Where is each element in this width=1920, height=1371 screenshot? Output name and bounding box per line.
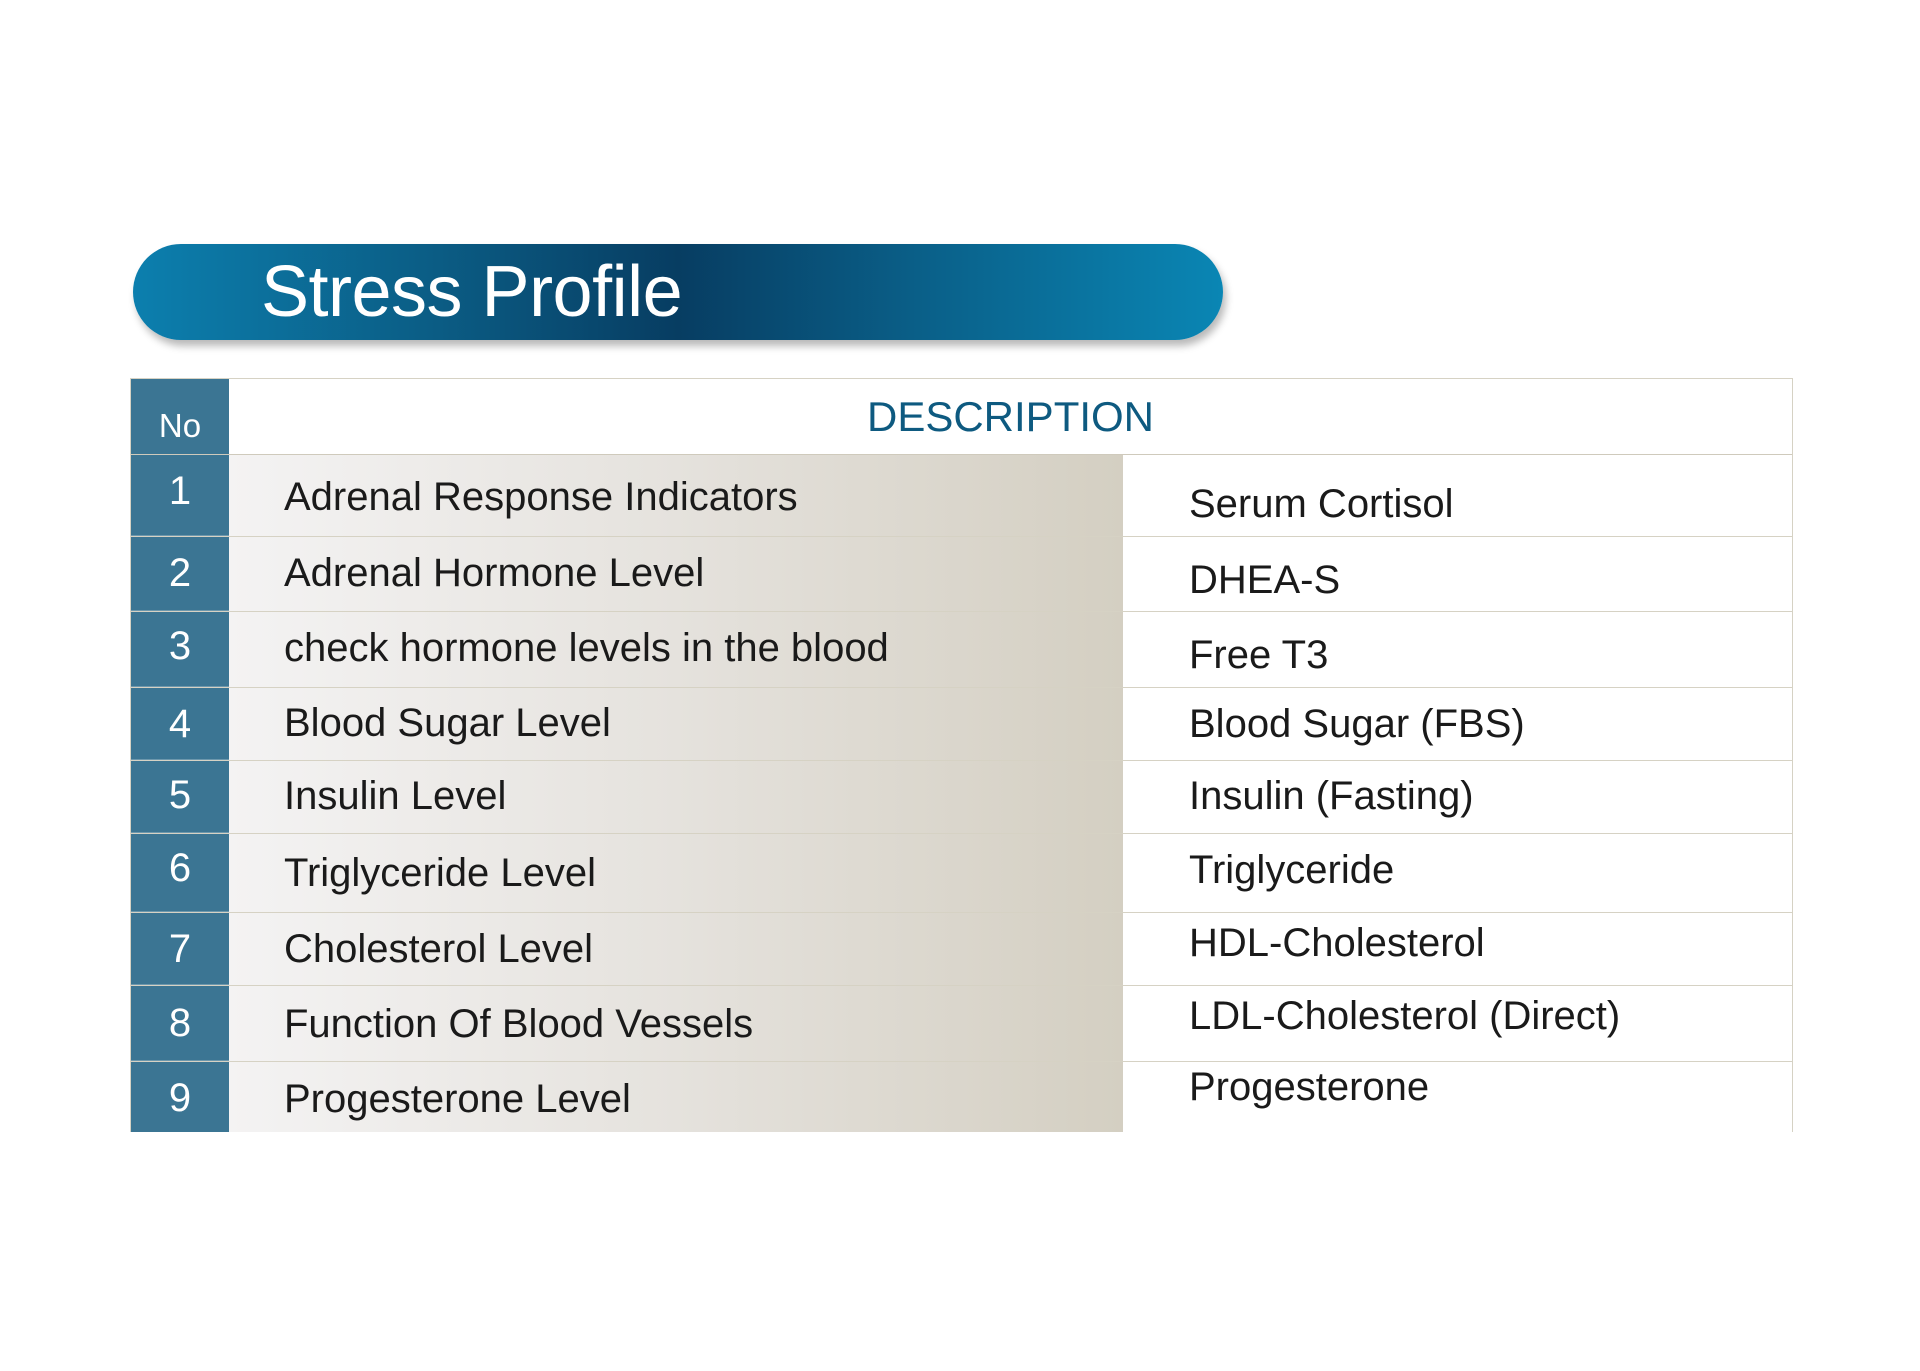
row-number-cell	[131, 761, 229, 833]
test-cell	[1123, 688, 1792, 760]
description-cell	[229, 612, 1123, 687]
no-column-header: No	[131, 379, 229, 454]
test-cell	[1123, 1062, 1792, 1132]
description-cell	[229, 986, 1123, 1061]
row-number-cell	[131, 986, 229, 1061]
row-number: 1	[168, 469, 192, 513]
description-cell	[229, 688, 1123, 760]
test-cell	[1123, 913, 1792, 985]
test-cell	[1123, 834, 1792, 912]
table-header	[131, 379, 1792, 455]
row-description: Blood Sugar Level	[284, 701, 611, 745]
description-column-header: DESCRIPTION	[866, 393, 1155, 440]
row-number: 6	[168, 846, 192, 890]
row-number-cell	[131, 612, 229, 687]
row-description: Cholesterol Level	[284, 927, 594, 971]
description-cell	[229, 913, 1123, 985]
row-description: Adrenal Response Indicators	[284, 475, 798, 519]
table-row	[131, 1062, 1792, 1132]
row-number-cell	[131, 455, 229, 536]
test-cell	[1123, 537, 1792, 611]
table-row	[131, 913, 1792, 986]
table-row	[131, 761, 1792, 834]
row-test: Blood Sugar (FBS)	[1189, 702, 1525, 746]
table-row	[131, 455, 1792, 537]
row-description: Triglyceride Level	[284, 851, 596, 895]
row-number: 5	[168, 773, 192, 817]
row-test: Progesterone	[1189, 1065, 1430, 1109]
row-test: Triglyceride	[1189, 848, 1395, 892]
page-title: Stress Profile	[261, 252, 683, 332]
row-number: 2	[168, 551, 192, 595]
description-cell	[229, 1062, 1123, 1132]
row-description: Insulin Level	[284, 774, 507, 818]
row-number-cell	[131, 537, 229, 611]
row-number: 9	[168, 1076, 192, 1120]
row-number: 8	[168, 1001, 192, 1045]
row-description: Progesterone Level	[284, 1077, 631, 1121]
row-number-cell	[131, 688, 229, 760]
row-description: Function Of Blood Vessels	[284, 1002, 754, 1046]
table-row	[131, 986, 1792, 1062]
title-banner	[133, 244, 1223, 340]
table-row	[131, 688, 1792, 761]
row-test: Free T3	[1189, 633, 1329, 677]
description-cell	[229, 834, 1123, 912]
row-number: 4	[168, 702, 192, 746]
table-row	[131, 612, 1792, 688]
row-number: 7	[168, 927, 192, 971]
test-cell	[1123, 761, 1792, 833]
table-row	[131, 537, 1792, 612]
test-cell	[1123, 612, 1792, 687]
description-cell	[229, 537, 1123, 611]
row-number-cell	[131, 913, 229, 985]
row-test: DHEA-S	[1189, 558, 1341, 602]
row-number-cell	[131, 1062, 229, 1132]
row-test: Serum Cortisol	[1189, 482, 1454, 526]
description-cell	[229, 455, 1123, 536]
description-cell	[229, 761, 1123, 833]
table-row	[131, 834, 1792, 913]
row-test: LDL-Cholesterol (Direct)	[1189, 994, 1621, 1038]
row-description: check hormone levels in the blood	[284, 626, 889, 670]
profile-table	[130, 378, 1793, 1132]
test-cell	[1123, 986, 1792, 1061]
row-test: Insulin (Fasting)	[1189, 774, 1474, 818]
test-cell	[1123, 455, 1792, 536]
row-description: Adrenal Hormone Level	[284, 551, 705, 595]
row-test: HDL-Cholesterol	[1189, 921, 1485, 965]
row-number: 3	[168, 624, 192, 668]
row-number-cell	[131, 834, 229, 912]
